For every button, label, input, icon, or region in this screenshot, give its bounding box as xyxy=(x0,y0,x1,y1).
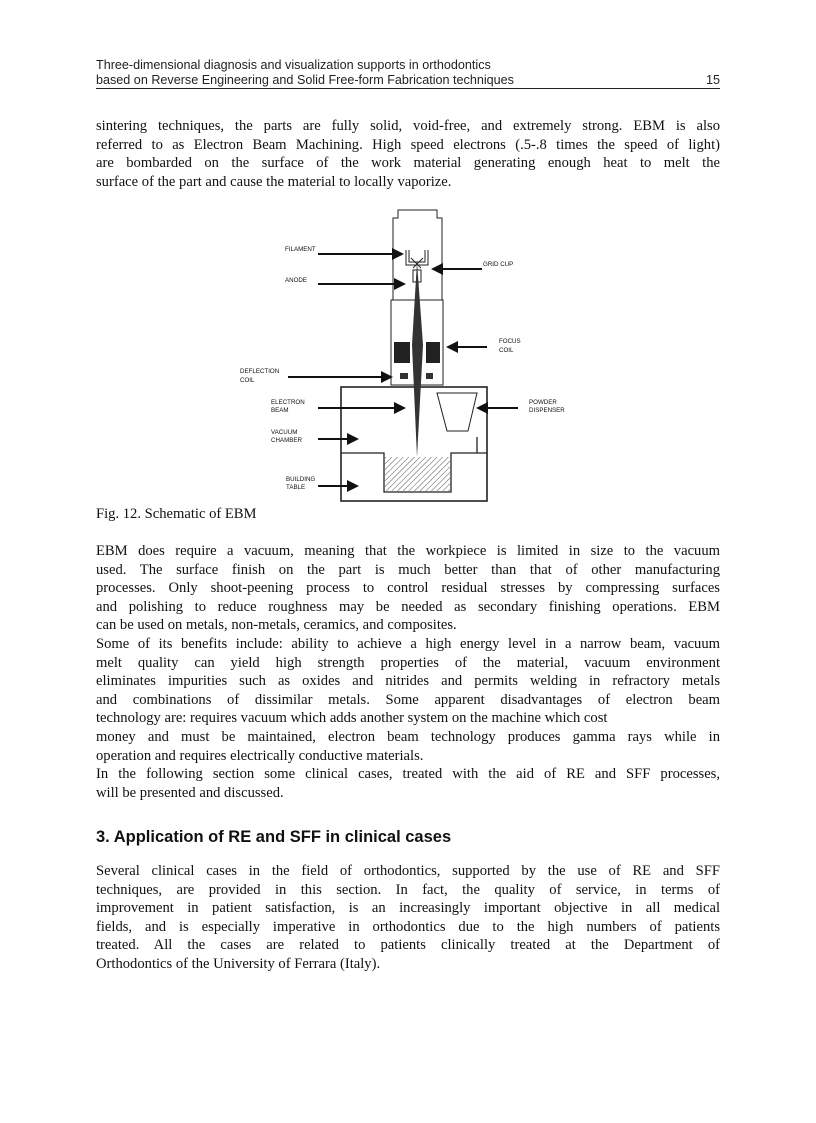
paragraph-3 xyxy=(96,862,720,974)
figure-caption: Fig. 12. Schematic of EBM xyxy=(96,506,257,522)
label-deflection-coil-2: COIL xyxy=(240,377,255,384)
text-line: used. The surface finish on the part is much better than that of other manufacturing xyxy=(96,561,720,578)
text-line: Orthodontics of the University of Ferrara (Italy). xyxy=(96,955,381,972)
focus-coil-left xyxy=(394,342,410,363)
label-anode: ANODE xyxy=(285,277,308,284)
label-building-table: BUILDING xyxy=(286,476,316,483)
label-electron-beam: ELECTRON xyxy=(271,399,305,406)
label-electron-beam-2: BEAM xyxy=(271,407,289,414)
running-header-title: based on Reverse Engineering and Solid Free-form Fabrication techniques xyxy=(96,73,514,87)
paragraph-2 xyxy=(96,542,720,802)
text-line: technology are: requires vacuum which adds another system on the machine which cost xyxy=(96,710,608,727)
text-line: surface of the part and cause the material to locally vaporize. xyxy=(96,173,452,190)
text-line: Some of its benefits include: ability to achieve a high energy level in a narrow beam, vacuum xyxy=(96,635,720,652)
label-powder-dispenser: POWDER xyxy=(529,399,557,406)
powder-dispenser xyxy=(437,393,477,431)
text-line: techniques, are provided in this section. In fact, the quality of service, in terms of xyxy=(96,881,720,898)
label-grid-cup: GRID CUP xyxy=(483,261,514,268)
text-line: can be used on metals, non-metals, ceramics, and composites. xyxy=(96,617,457,634)
text-line: eliminates impurities such as oxides and nitrides and permits welding in refractory metals xyxy=(96,673,720,690)
label-powder-dispenser-2: DISPENSER xyxy=(529,407,565,414)
label-focus-coil-2: COIL xyxy=(499,347,514,354)
text-line: fields, and is especially imperative in orthodontics due to the high numbers of patients xyxy=(96,918,720,935)
text-line: melt quality can yield high strength properties of the material, vacuum environment xyxy=(96,654,720,671)
text-line: operation and requires electrically conductive materials. xyxy=(96,747,424,764)
text-line: EBM does require a vacuum, meaning that the workpiece is limited in size to the vacuum xyxy=(96,543,720,559)
text-line: improvement in patient satisfaction, is an increasingly important objective in all medical xyxy=(96,900,720,917)
deflection-coil-right xyxy=(426,373,433,379)
page-number: 15 xyxy=(705,73,720,87)
text-line: and polishing to reduce roughness may be needed as secondary finishing operations. EBM xyxy=(96,598,720,615)
focus-coil-right xyxy=(426,342,440,363)
electron-beam xyxy=(412,262,423,457)
text-line: are bombarded on the surface of the work material generating enough heat to melt the xyxy=(96,155,720,172)
label-vacuum-chamber: VACUUM xyxy=(271,429,298,436)
powder-bed xyxy=(385,457,450,491)
text-line: referred to as Electron Beam Machining. High speed electrons (.5-.8 times the speed of light) xyxy=(96,136,720,153)
label-filament: FILAMENT xyxy=(285,246,316,253)
text-line: treated. All the cases are related to patients clinically treated at the Department of xyxy=(96,937,720,954)
running-header-line1: Three-dimensional diagnosis and visualization supports in orthodontics xyxy=(96,58,491,72)
text-line: will be presented and discussed. xyxy=(96,784,284,801)
text-line: and combinations of dissimilar metals. Some apparent disadvantages of electron beam xyxy=(96,691,720,708)
label-focus-coil: FOCUS xyxy=(499,338,521,345)
text-line: sintering techniques, the parts are fully solid, void-free, and extremely strong. EBM is also xyxy=(96,118,720,134)
text-line: In the following section some clinical cases, treated with the aid of RE and SFF processes, xyxy=(96,766,720,783)
label-deflection-coil: DEFLECTION xyxy=(240,368,280,375)
label-vacuum-chamber-2: CHAMBER xyxy=(271,437,302,444)
text-line: Several clinical cases in the field of orthodontics, supported by the use of RE and SFF xyxy=(96,863,720,879)
text-line: processes. Only shoot-peening process to control residual stresses by compressing surfaces xyxy=(96,580,720,597)
section-heading: 3. Application of RE and SFF in clinical cases xyxy=(96,828,452,846)
deflection-coil-left xyxy=(400,373,408,379)
text-line: money and must be maintained, electron beam technology produces gamma rays while in xyxy=(96,728,720,745)
label-building-table-2: TABLE xyxy=(286,484,306,491)
